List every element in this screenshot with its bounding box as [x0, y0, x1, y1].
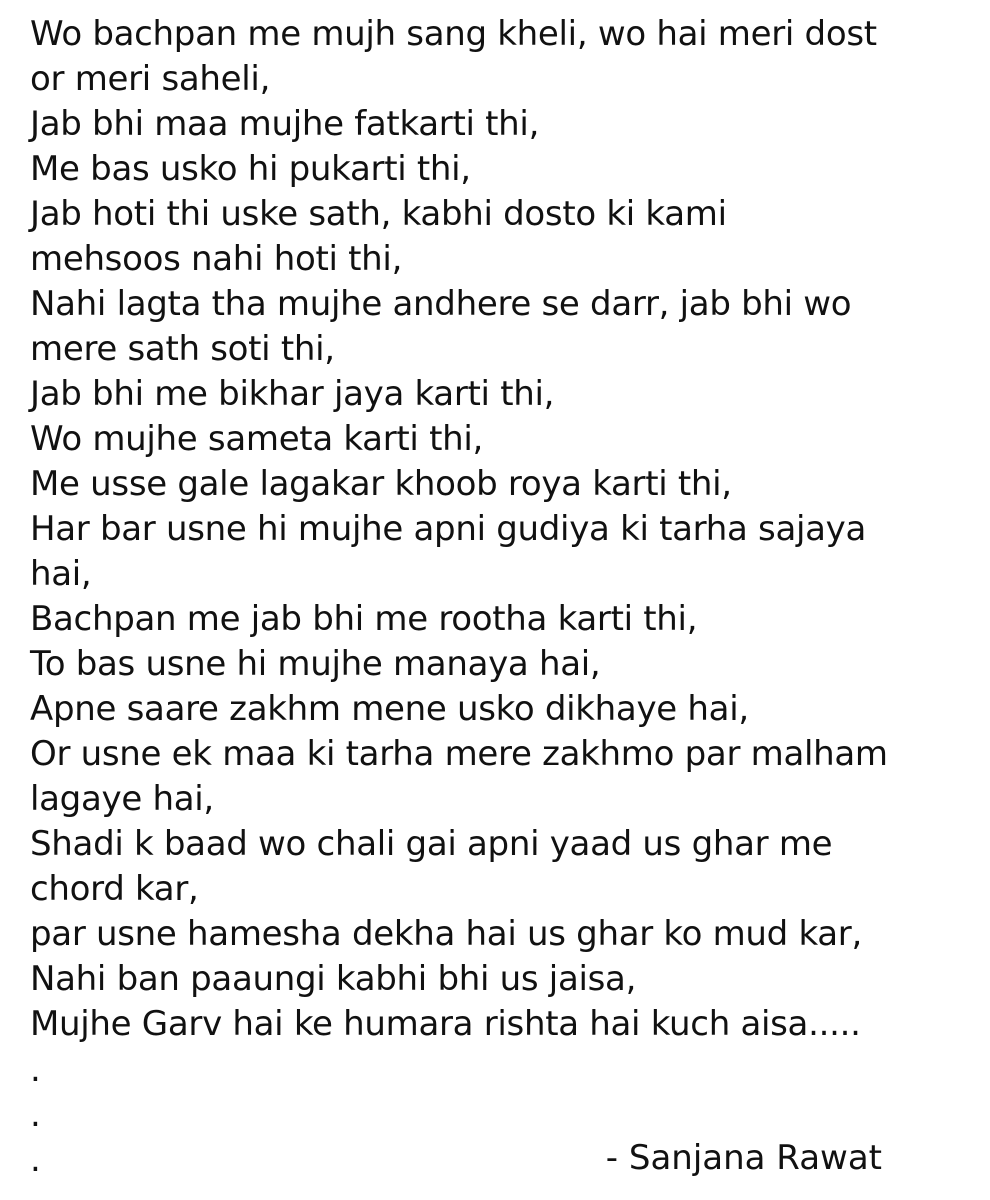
poem-line: Jab hoti thi uske sath, kabhi dosto ki kami — [30, 194, 727, 234]
poem-line: chord kar, — [30, 869, 199, 909]
poem-line: Nahi ban paaungi kabhi bhi us jaisa, — [30, 959, 637, 999]
poem-line: Wo mujhe sameta karti thi, — [30, 419, 484, 459]
poem-line: Jab bhi maa mujhe fatkarti thi, — [30, 104, 540, 144]
poem-line: lagaye hai, — [30, 779, 214, 819]
poem-line: Me bas usko hi pukarti thi, — [30, 149, 471, 189]
dot: . — [30, 1140, 41, 1180]
poem-line: or meri saheli, — [30, 59, 271, 99]
author-signature: - Sanjana Rawat — [605, 1138, 882, 1178]
poem-line: Har bar usne hi mujhe apni gudiya ki tarha sajaya — [30, 509, 867, 549]
poem-line: mere sath soti thi, — [30, 329, 335, 369]
poem-line: Apne saare zakhm mene usko dikhaye hai, — [30, 689, 749, 729]
poem-line: Wo bachpan me mujh sang kheli, wo hai meri dost — [30, 14, 877, 54]
poem-line: Or usne ek maa ki tarha mere zakhmo par malham — [30, 734, 888, 774]
poem-line: hai, — [30, 554, 92, 594]
poem-line: To bas usne hi mujhe manaya hai, — [30, 644, 601, 684]
poem-line: Shadi k baad wo chali gai apni yaad us ghar me — [30, 824, 833, 864]
poem-line: par usne hamesha dekha hai us ghar ko mud kar, — [30, 914, 862, 954]
poem-line: Me usse gale lagakar khoob roya karti thi, — [30, 464, 732, 504]
dot: . — [30, 1050, 41, 1090]
poem-body — [30, 12, 960, 1047]
poem-line: Jab bhi me bikhar jaya karti thi, — [30, 374, 555, 414]
poem-line: Bachpan me jab bhi me rootha karti thi, — [30, 599, 698, 639]
poem-line: Mujhe Garv hai ke humara rishta hai kuch aisa..... — [30, 1004, 861, 1044]
dot: . — [30, 1095, 41, 1135]
poem-line: Nahi lagta tha mujhe andhere se darr, jab bhi wo — [30, 284, 852, 324]
ellipsis-dots — [30, 1048, 41, 1183]
poem-line: mehsoos nahi hoti thi, — [30, 239, 403, 279]
